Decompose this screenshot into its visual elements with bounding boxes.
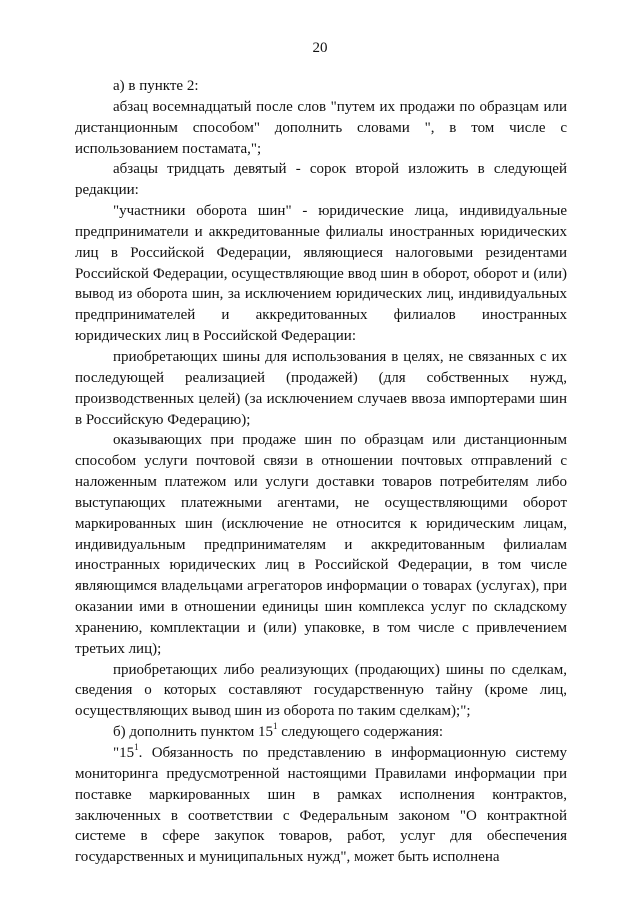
paragraph: а) в пункте 2: [113,78,199,94]
paragraph-text: б) дополнить пунктом 15 [113,724,273,741]
paragraph [75,722,567,743]
paragraph-text: "15 [113,745,135,761]
document-body [75,76,567,868]
superscript: 1 [272,721,278,732]
paragraph: "участники оборота шин" - юридические лица, индивидуальные предприниматели и аккредитованные филиалы иностранных юридических лиц в Российской Федерации, являющиеся налоговыми резидентами Российской Федерации, осуществляющие ввод шин в оборот, оборот и (или) вывод из оборота шин, за исключением юридических лиц, индивидуальных предпринимателей и аккредитованных филиалов иностранных юридических лиц в Российской Федерации: [75,203,567,345]
paragraph: оказывающих при продаже шин по образцам или дистанционным способом услуги почтовой связи в отношении почтовых отправлений с наложенным платежом или услуги доставки товаров потребителям либо выступающих платежными агентами, не осуществляющими оборот маркированных шин (исключение не относится к юридическим лицам, индивидуальным предпринимателям и аккредитованным филиалам иностранных юридических лиц в Российской Федерации, в том числе являющимся владельцами агрегаторов информации о товарах (услугах), при оказании ими в отношении единицы шин комплекса услуг по складскому хранению, комплектации и (или) упаковке, в том числе с привлечением третьих лиц); [75,432,567,657]
paragraph: абзац восемнадцатый после слов "путем их продажи по образцам или дистанционным способом" дополнить словами ", в том числе с использованием постамата,"; [75,98,567,157]
page-number: 20 [312,40,328,56]
paragraph [75,743,567,868]
paragraph-text: . Обязанность по представлению в информационную систему мониторинга предусмотренной настоящими Правилами информации при поставке маркированных шин в рамках исполнения контрактов, заключенных в соответствии с Федеральным законом "О контрактной системе в сфере закупок товаров, работ, услуг для обеспечения государственных и муниципальных нужд", может быть исполнена [75,745,567,866]
superscript: 1 [134,742,139,752]
paragraph: приобретающих либо реализующих (продающих) шины по сделкам, сведения о которых составляют государственную тайну (кроме лиц, осуществляющих вывод шин из оборота по таким сделкам);"; [75,661,567,720]
paragraph-text: следующего содержания: [277,724,444,741]
paragraph: приобретающих шины для использования в целях, не связанных с их последующей реализацией (продажей) (для собственных нужд, производственных целей) (за исключением случаев ввоза импортерами шин в Российскую Федерацию); [75,348,567,428]
paragraph: абзацы тридцать девятый - сорок второй изложить в следующей редакции: [75,161,567,199]
